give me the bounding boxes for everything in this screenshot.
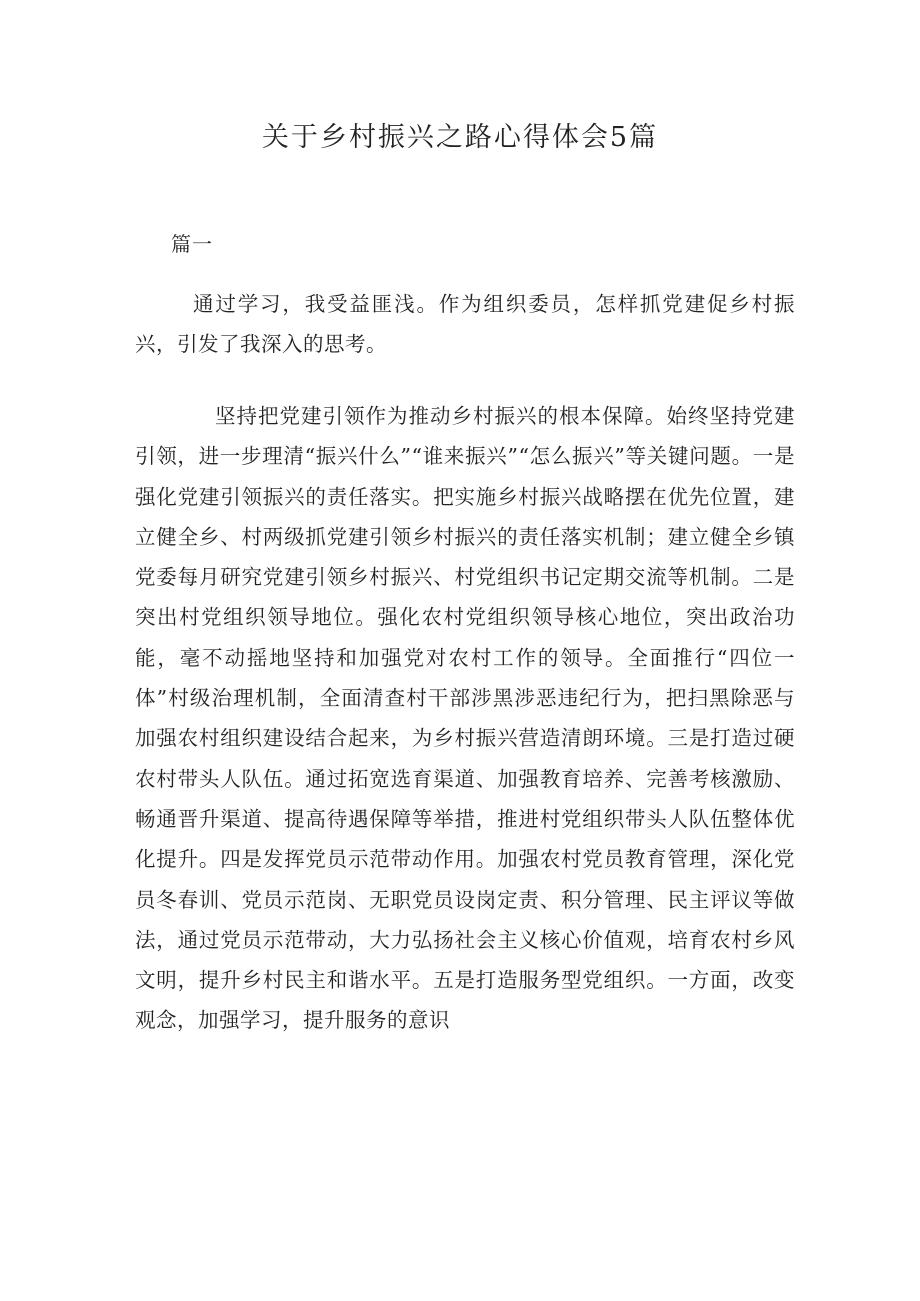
paragraph-intro: 通过学习，我受益匪浅。作为组织委员，怎样抓党建促乡村振兴，引发了我深入的思考。 [135,292,795,357]
section-label: 篇一 [171,232,213,256]
paragraph-body: 坚持把党建引领作为推动乡村振兴的根本保障。始终坚持党建引领，进一步理清“振兴什么”“谁来振兴”“怎么振兴”等关键问题。一是强化党建引领振兴的责任落实。把实施乡村振兴战略摆在优先位置，建立健全乡、村两级抓党建引领乡村振兴的责任落实机制；建立健全乡镇党委每月研究党建引领乡村振兴、村党组织书记定期交流等机制。二是突出村党组织领导地位。强化农村党组织领导核心地位，突出政治功能，毫不动摇地坚持和加强党对农村工作的领导。全面推行“四位一体”村级治理机制，全面清查村干部涉黑涉恶违纪行为，把扫黑除恶与加强农村组织建设结合起来，为乡村振兴营造清朗环境。三是打造过硬农村带头人队伍。通过拓宽选育渠道、加强教育培养、完善考核激励、畅通晋升渠道、提高待遇保障等举措，推进村党组织带头人队伍整体优化提升。四是发挥党员示范带动作用。加强农村党员教育管理，深化党员冬春训、党员示范岗、无职党员设岗定责、积分管理、民主评议等做法，通过党员示范带动，大力弘扬社会主义核心价值观，培育农村乡风文明，提升乡村民主和谐水平。五是打造服务型党组织。一方面，改变观念，加强学习，提升服务的意识 [135,404,795,1033]
document-title: 关于乡村振兴之路心得体会5篇 [261,122,659,153]
